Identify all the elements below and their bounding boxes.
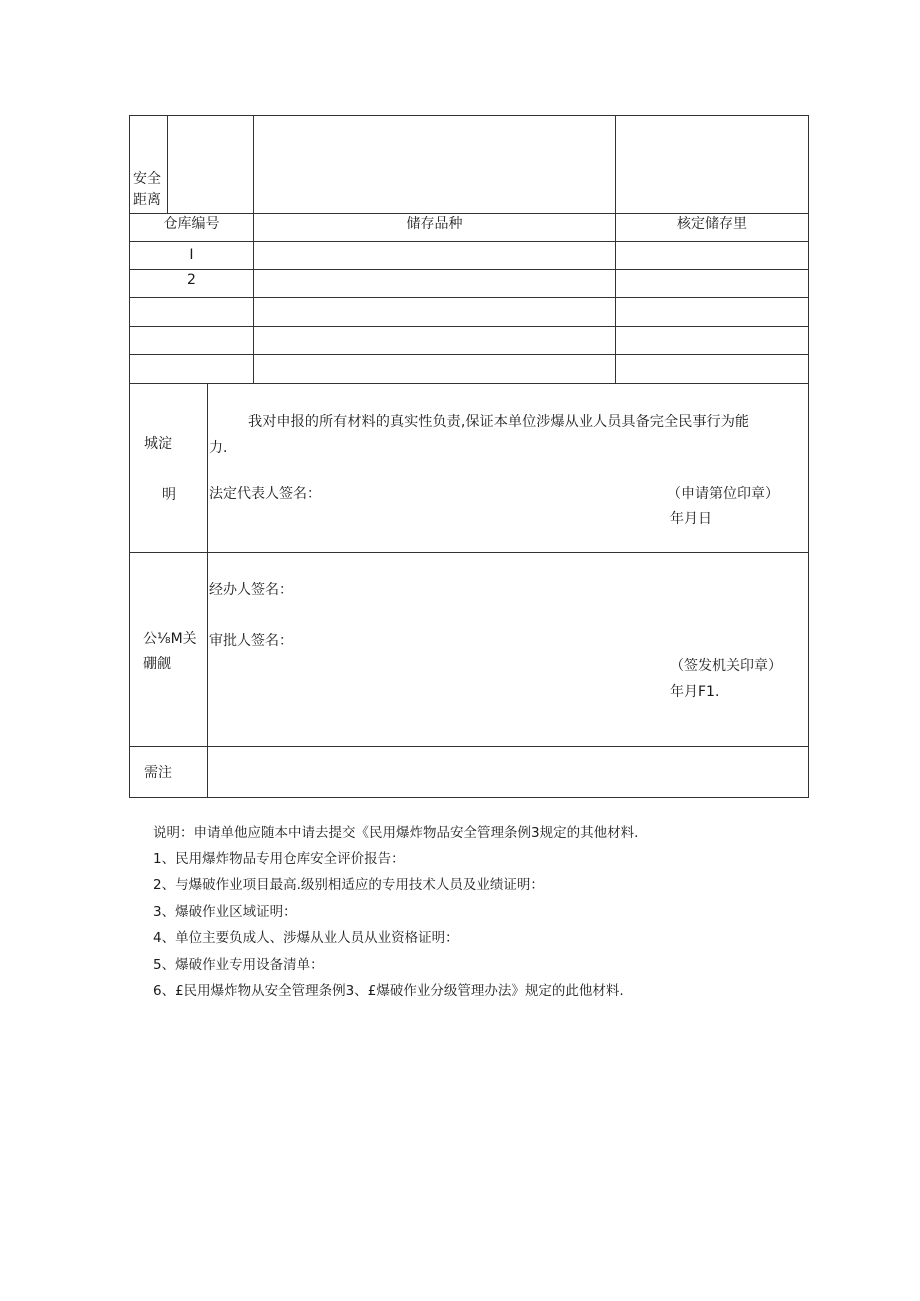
legal-representative-signature: 法定代表人签名： <box>209 486 321 502</box>
header-warehouse-no: 仓库编号 <box>163 216 220 232</box>
notes-item-2: 2、与爆破作业项目最高.级别相适应的专用技术人员及业绩证明： <box>153 877 544 893</box>
header-approved-storage: 核定储存里 <box>677 216 747 232</box>
declaration-text-line1: 我对申报的所有材料的真实性负责,保证本单位涉爆从业人员具备完全民事行为能 <box>248 414 750 430</box>
opinion-label-line1: 公⅛M关 <box>143 631 197 647</box>
declaration-label-line2: 明 <box>162 487 176 503</box>
handler-signature: 经办人签名： <box>209 582 293 598</box>
declaration-date: 年月日 <box>670 511 712 527</box>
notes-item-3: 3、爆破作业区域证明： <box>153 904 297 920</box>
notes-item-5: 5、爆破作业专用设备清单： <box>153 957 324 973</box>
declaration-label-line1: 城淀 <box>144 436 172 452</box>
row-1-warehouse-no: I <box>189 247 194 263</box>
notes-intro: 说明：申请单他应随本中请去提交《民用爆炸物品安全管理条例3规定的其他材料. <box>153 825 639 841</box>
safety-distance-label-line1: 安全 <box>133 171 161 187</box>
notes-item-4: 4、单位主要负成人、涉爆从业人员从业资格证明： <box>153 930 459 946</box>
row-2-warehouse-no: 2 <box>187 272 196 288</box>
issuing-authority-seal: （签发机关印章） <box>670 658 782 674</box>
opinion-date: 年月F1. <box>670 684 720 700</box>
header-storage-type: 储存品种 <box>406 216 463 232</box>
declaration-text-line2: 力. <box>209 440 228 456</box>
notes-item-1: 1、民用爆炸物品专用仓库安全评价报告： <box>153 851 405 867</box>
opinion-label-line2: 硼觎 <box>143 656 171 672</box>
notes-item-6: 6、£民用爆炸物从安全管理条例3、£爆破作业分级管理办法》规定的此他材料. <box>153 983 624 999</box>
approver-signature: 审批人签名： <box>209 633 293 649</box>
remark-label: 需注 <box>144 765 172 781</box>
safety-distance-label-line2: 距离 <box>133 192 161 208</box>
applicant-seal: （申请第位印章） <box>667 486 779 502</box>
